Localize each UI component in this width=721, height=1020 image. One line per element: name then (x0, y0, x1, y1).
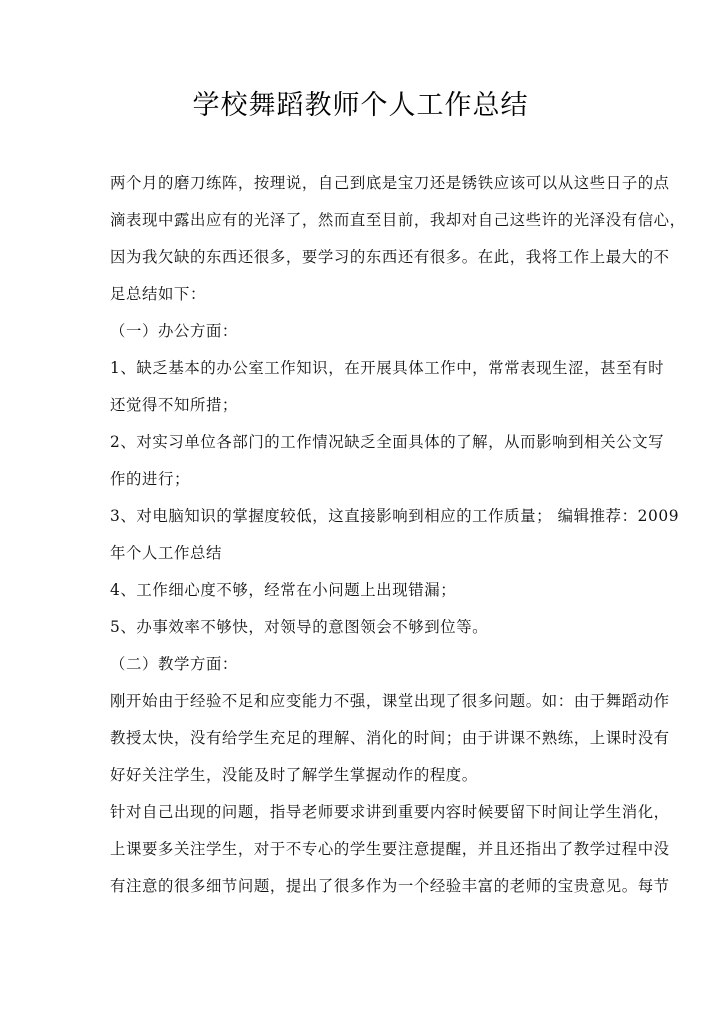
paragraph-line: 针对自己出现的问题，指导老师要求讲到重要内容时候要留下时间让学生消化， (110, 803, 670, 821)
paragraph-line: 滴表现中露出应有的光泽了，然而直至目前，我却对自己这些许的光泽没有信心， (110, 211, 686, 229)
list-item-line: 作的进行； (110, 470, 190, 488)
section-heading-teaching: （二）教学方面： (110, 655, 238, 673)
paragraph-line: 好好关注学生，没能及时了解学生掌握动作的程度。 (110, 766, 478, 784)
paragraph-line: 有注意的很多细节问题，提出了很多作为一个经验丰富的老师的宝贵意见。每节 (110, 877, 670, 895)
section-heading-office: （一）办公方面： (110, 322, 238, 340)
paragraph-line: 足总结如下： (110, 285, 206, 303)
list-item-line: 1、缺乏基本的办公室工作知识，在开展具体工作中，常常表现生涩，甚至有时 (110, 359, 665, 377)
paragraph-line: 因为我欠缺的东西还很多，要学习的东西还有很多。在此，我将工作上最大的不 (110, 248, 670, 266)
paragraph-line: 教授太快，没有给学生充足的理解、消化的时间；由于讲课不熟练，上课时没有 (110, 729, 670, 747)
list-item-line: 3、对电脑知识的掌握度较低，这直接影响到相应的工作质量； 编辑推荐：2009 (110, 507, 680, 525)
paragraph-line: 两个月的磨刀练阵，按理说，自己到底是宝刀还是锈铁应该可以从这些日子的点 (110, 174, 670, 192)
document-body (110, 165, 686, 905)
list-item-line: 还觉得不知所措； (110, 396, 238, 414)
list-item-line: 2、对实习单位各部门的工作情况缺乏全面具体的了解，从而影响到相关公文写 (110, 433, 665, 451)
list-item-line: 4、工作细心度不够，经常在小问题上出现错漏； (110, 581, 457, 599)
paragraph-line: 刚开始由于经验不足和应变能力不强，课堂出现了很多问题。如：由于舞蹈动作 (110, 692, 670, 710)
paragraph-line: 上课要多关注学生，对于不专心的学生要注意提醒，并且还指出了教学过程中没 (110, 840, 670, 858)
list-item-line: 5、办事效率不够快，对领导的意图领会不够到位等。 (110, 618, 489, 636)
list-item-line: 年个人工作总结 (110, 544, 222, 562)
document-title: 学校舞蹈教师个人工作总结 (192, 90, 529, 121)
